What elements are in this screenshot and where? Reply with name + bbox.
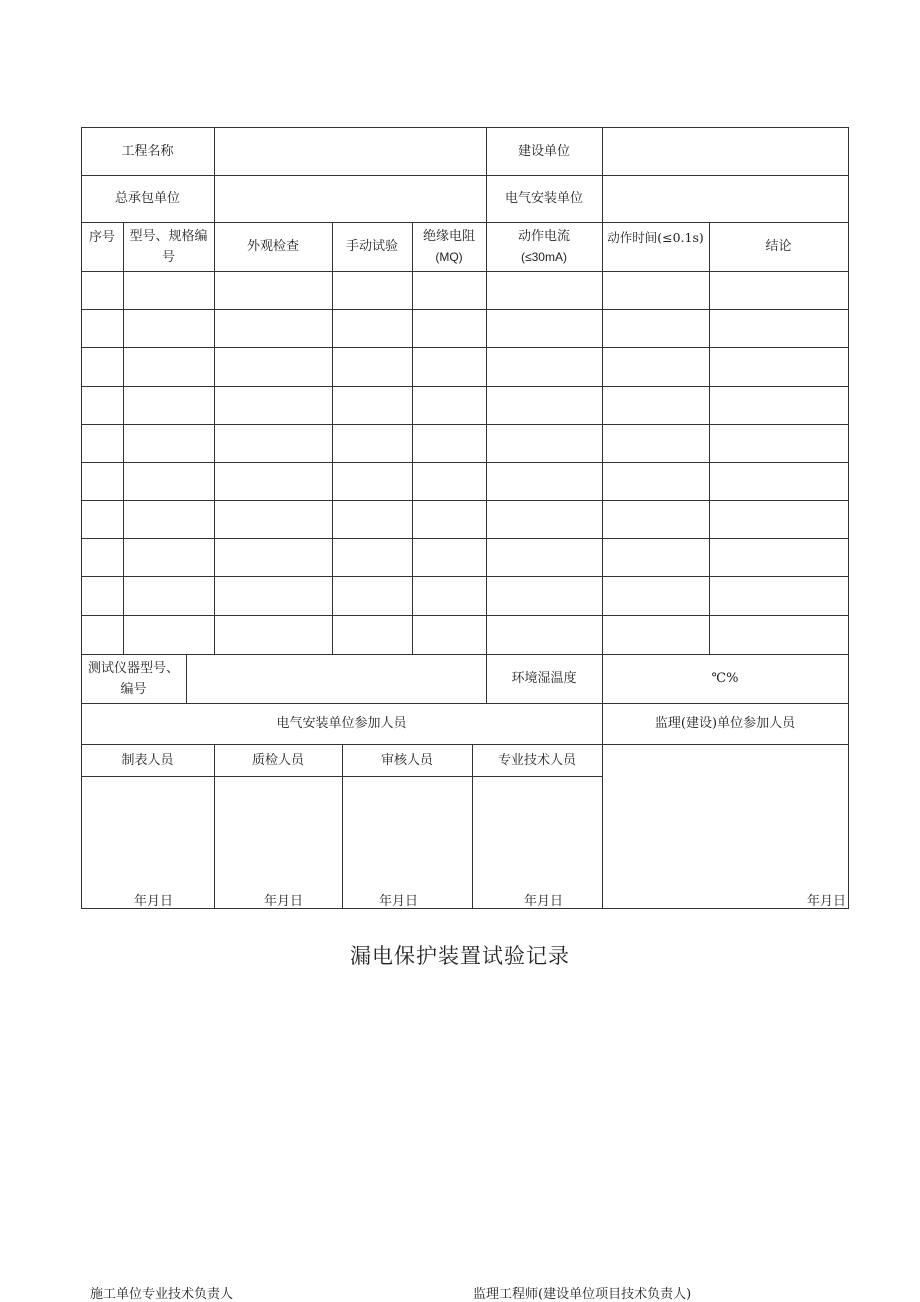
row-6-seq-cell[interactable] [82, 463, 123, 500]
instrument-label-line1: 测试仪器型号、 [87, 660, 179, 676]
row-2-appearance-cell[interactable] [215, 310, 332, 347]
row-2-insulation-cell[interactable] [413, 310, 486, 347]
row-8-manual-test-cell[interactable] [333, 539, 412, 576]
row-3-time-cell[interactable] [603, 348, 709, 386]
project-name-value[interactable] [215, 127, 486, 175]
row-2-time-cell[interactable] [603, 310, 709, 347]
row-6-model-cell[interactable] [124, 463, 214, 500]
row-4-conclusion-cell[interactable] [710, 387, 848, 424]
row-3-current-cell[interactable] [487, 348, 602, 386]
row-3-appearance-cell[interactable] [215, 348, 332, 386]
date-specialist: 年月日 [524, 894, 564, 909]
row-6-manual-test-cell[interactable] [333, 463, 412, 500]
rule [81, 908, 849, 909]
general-contractor-value[interactable] [215, 175, 486, 222]
row-1-current-cell[interactable] [487, 272, 602, 309]
row-6-current-cell[interactable] [487, 463, 602, 500]
row-10-current-cell[interactable] [487, 616, 602, 654]
instrument-value[interactable] [187, 654, 486, 703]
row-3-seq-cell[interactable] [82, 348, 123, 386]
row-9-appearance-cell[interactable] [215, 577, 332, 615]
col-insulation-line1: 绝缘电阻 [422, 228, 475, 244]
col-time: 动作时间(≤0.1s) [607, 229, 704, 245]
row-1-seq-cell[interactable] [82, 272, 123, 309]
row-2-model-cell[interactable] [124, 310, 214, 347]
row-9-manual-test-cell[interactable] [333, 577, 412, 615]
row-4-time-cell[interactable] [603, 387, 709, 424]
supervision-participants-label: 监理(建设)单位参加人员 [654, 716, 796, 731]
date-qc: 年月日 [264, 894, 304, 909]
row-5-conclusion-cell[interactable] [710, 425, 848, 462]
row-5-insulation-cell[interactable] [413, 425, 486, 462]
col-current-line1: 动作电流 [517, 228, 570, 244]
signature-specialist[interactable] [473, 777, 602, 887]
row-8-time-cell[interactable] [603, 539, 709, 576]
builder-value[interactable] [603, 127, 848, 175]
role-reviewer: 审核人员 [380, 752, 433, 768]
row-10-appearance-cell[interactable] [215, 616, 332, 654]
electrical-installer-label: 电气安装单位 [504, 191, 583, 206]
row-1-conclusion-cell[interactable] [710, 272, 848, 309]
row-4-insulation-cell[interactable] [413, 387, 486, 424]
row-4-current-cell[interactable] [487, 387, 602, 424]
col-seq-text: 序号 [88, 229, 115, 245]
row-1-model-cell[interactable] [124, 272, 214, 309]
env-value[interactable]: ℃% [711, 671, 739, 686]
row-3-insulation-cell[interactable] [413, 348, 486, 386]
row-1-appearance-cell[interactable] [215, 272, 332, 309]
row-1-time-cell[interactable] [603, 272, 709, 309]
col-model-line1: 型号、规格编 [129, 228, 208, 244]
instrument-label [81, 654, 186, 703]
col-current-line2: (≤30mA) [521, 249, 567, 264]
col-appearance: 外观检查 [246, 239, 299, 254]
row-5-appearance-cell[interactable] [215, 425, 332, 462]
row-4-manual-test-cell[interactable] [333, 387, 412, 424]
row-3-model-cell[interactable] [124, 348, 214, 386]
row-5-model-cell[interactable] [124, 425, 214, 462]
row-5-seq-cell[interactable] [82, 425, 123, 462]
row-2-current-cell[interactable] [487, 310, 602, 347]
row-4-model-cell[interactable] [124, 387, 214, 424]
row-8-appearance-cell[interactable] [215, 539, 332, 576]
row-10-conclusion-cell[interactable] [710, 616, 848, 654]
row-7-model-cell[interactable] [124, 501, 214, 538]
test-record-form [81, 127, 849, 909]
row-7-appearance-cell[interactable] [215, 501, 332, 538]
row-2-seq-cell[interactable] [82, 310, 123, 347]
row-9-model-cell[interactable] [124, 577, 214, 615]
row-10-model-cell[interactable] [124, 616, 214, 654]
row-6-conclusion-cell[interactable] [710, 463, 848, 500]
row-2-manual-test-cell[interactable] [333, 310, 412, 347]
role-maker: 制表人员 [121, 752, 174, 768]
signature-qc[interactable] [215, 777, 342, 887]
row-8-model-cell[interactable] [124, 539, 214, 576]
builder-label: 建设单位 [517, 143, 570, 159]
col-conclusion: 结论 [765, 239, 792, 254]
col-insulation [412, 222, 486, 271]
row-5-current-cell[interactable] [487, 425, 602, 462]
row-5-manual-test-cell[interactable] [333, 425, 412, 462]
footer-left-signatory: 施工单位专业技术负责人 [90, 1287, 234, 1302]
row-7-current-cell[interactable] [487, 501, 602, 538]
general-contractor-label: 总承包单位 [114, 191, 180, 206]
col-manual-test: 手动试验 [345, 239, 398, 254]
footer-right-signatory: 监理工程师(建设单位项目技术负责人) [473, 1287, 692, 1302]
date-maker: 年月日 [134, 894, 174, 909]
role-specialist: 专业技术人员 [497, 752, 576, 768]
electrical-participants-label: 电气安装单位参加人员 [276, 716, 407, 731]
page-title: 漏电保护装置试验记录 [350, 944, 570, 968]
row-4-appearance-cell[interactable] [215, 387, 332, 424]
row-3-conclusion-cell[interactable] [710, 348, 848, 386]
col-seq [81, 222, 123, 252]
date-supervision: 年月日 [807, 894, 847, 909]
row-8-current-cell[interactable] [487, 539, 602, 576]
signature-reviewer[interactable] [343, 777, 472, 887]
row-7-time-cell[interactable] [603, 501, 709, 538]
row-1-manual-test-cell[interactable] [333, 272, 412, 309]
date-reviewer: 年月日 [379, 894, 419, 909]
row-8-conclusion-cell[interactable] [710, 539, 848, 576]
col-current [486, 222, 602, 271]
row-1-insulation-cell[interactable] [413, 272, 486, 309]
row-10-manual-test-cell[interactable] [333, 616, 412, 654]
row-8-seq-cell[interactable] [82, 539, 123, 576]
rule [848, 127, 849, 909]
row-6-time-cell[interactable] [603, 463, 709, 500]
col-model [123, 222, 214, 271]
row-10-time-cell[interactable] [603, 616, 709, 654]
electrical-installer-value[interactable] [603, 175, 848, 222]
project-name-label: 工程名称 [121, 143, 174, 159]
instrument-label-line2: 编号 [120, 681, 147, 697]
row-7-seq-cell[interactable] [82, 501, 123, 538]
row-4-seq-cell[interactable] [82, 387, 123, 424]
signature-supervision[interactable] [603, 745, 848, 887]
row-6-insulation-cell[interactable] [413, 463, 486, 500]
row-10-insulation-cell[interactable] [413, 616, 486, 654]
row-3-manual-test-cell[interactable] [333, 348, 412, 386]
row-8-insulation-cell[interactable] [413, 539, 486, 576]
row-10-seq-cell[interactable] [82, 616, 123, 654]
row-7-conclusion-cell[interactable] [710, 501, 848, 538]
col-model-line2: 号 [161, 249, 175, 265]
col-insulation-line2: (MQ) [435, 249, 463, 264]
row-9-seq-cell[interactable] [82, 577, 123, 615]
role-qc: 质检人员 [251, 752, 304, 768]
env-label: 环境湿温度 [511, 671, 577, 686]
signature-maker[interactable] [82, 777, 214, 887]
row-7-insulation-cell[interactable] [413, 501, 486, 538]
row-2-conclusion-cell[interactable] [710, 310, 848, 347]
row-9-conclusion-cell[interactable] [710, 577, 848, 615]
row-5-time-cell[interactable] [603, 425, 709, 462]
row-9-current-cell[interactable] [487, 577, 602, 615]
row-9-time-cell[interactable] [603, 577, 709, 615]
row-9-insulation-cell[interactable] [413, 577, 486, 615]
row-6-appearance-cell[interactable] [215, 463, 332, 500]
row-7-manual-test-cell[interactable] [333, 501, 412, 538]
